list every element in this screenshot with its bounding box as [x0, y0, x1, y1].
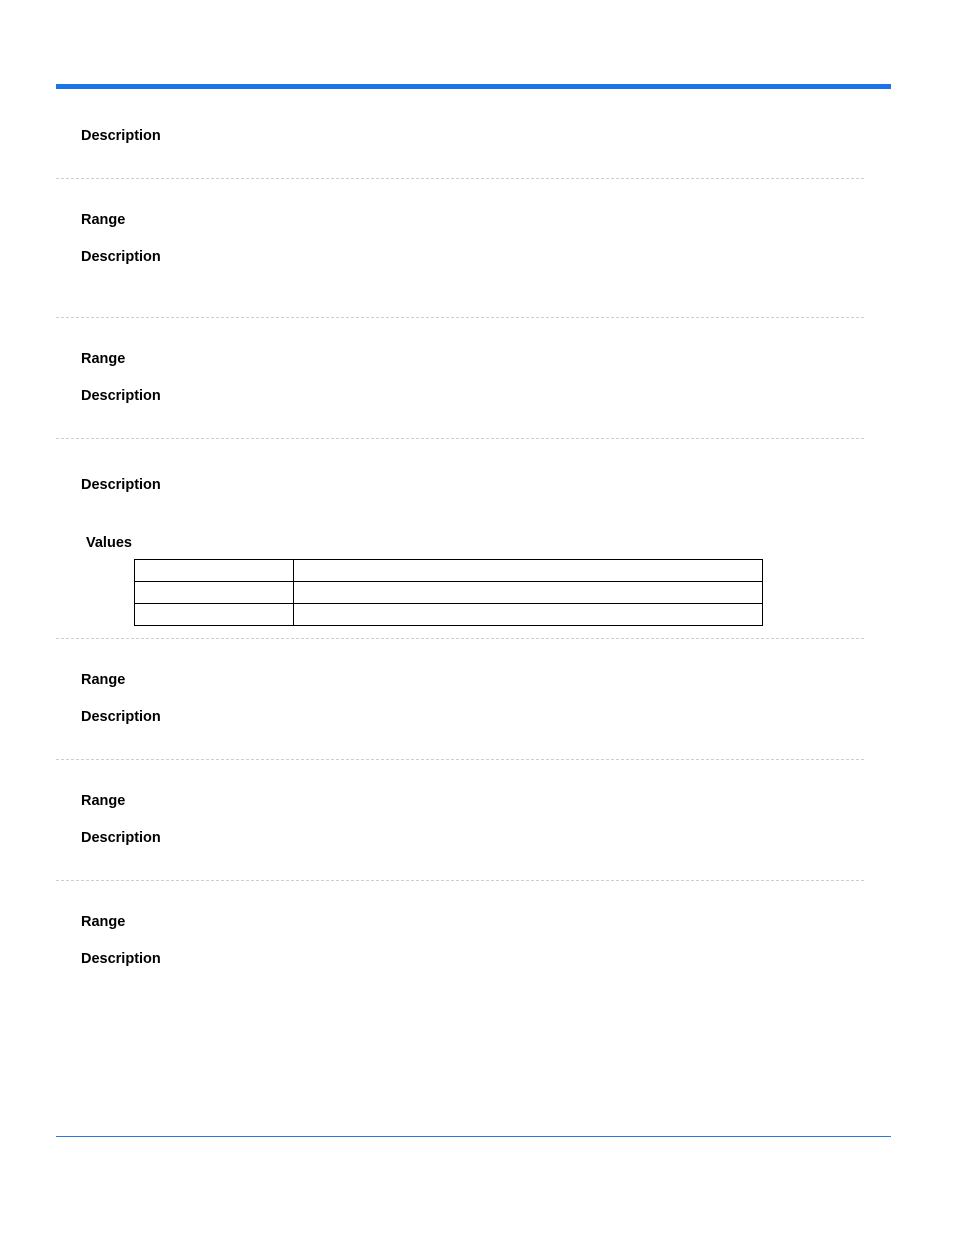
section-divider — [56, 438, 864, 439]
table-cell — [135, 604, 294, 626]
description-label: Description — [81, 951, 161, 967]
table-row — [135, 604, 763, 626]
section-divider — [56, 317, 864, 318]
table-row — [135, 582, 763, 604]
table-cell — [294, 604, 763, 626]
range-label: Range — [81, 351, 126, 367]
description-label: Description — [81, 128, 161, 144]
footer-rule — [56, 1136, 891, 1137]
range-label: Range — [81, 212, 126, 228]
table-cell — [135, 560, 294, 582]
description-label: Description — [81, 388, 161, 404]
description-label: Description — [81, 830, 161, 846]
section-divider — [56, 638, 864, 639]
table-row — [135, 560, 763, 582]
description-label: Description — [81, 709, 161, 725]
range-label: Range — [81, 793, 126, 809]
section-divider — [56, 880, 864, 881]
table-cell — [135, 582, 294, 604]
section-divider — [56, 759, 864, 760]
section-divider — [56, 178, 864, 179]
table-cell — [294, 560, 763, 582]
values-label: Values — [86, 535, 132, 551]
description-label: Description — [81, 249, 161, 265]
table-cell — [294, 582, 763, 604]
range-label: Range — [81, 914, 126, 930]
description-label: Description — [81, 477, 161, 493]
range-label: Range — [81, 672, 126, 688]
header-rule — [56, 84, 891, 89]
values-table — [134, 559, 763, 626]
